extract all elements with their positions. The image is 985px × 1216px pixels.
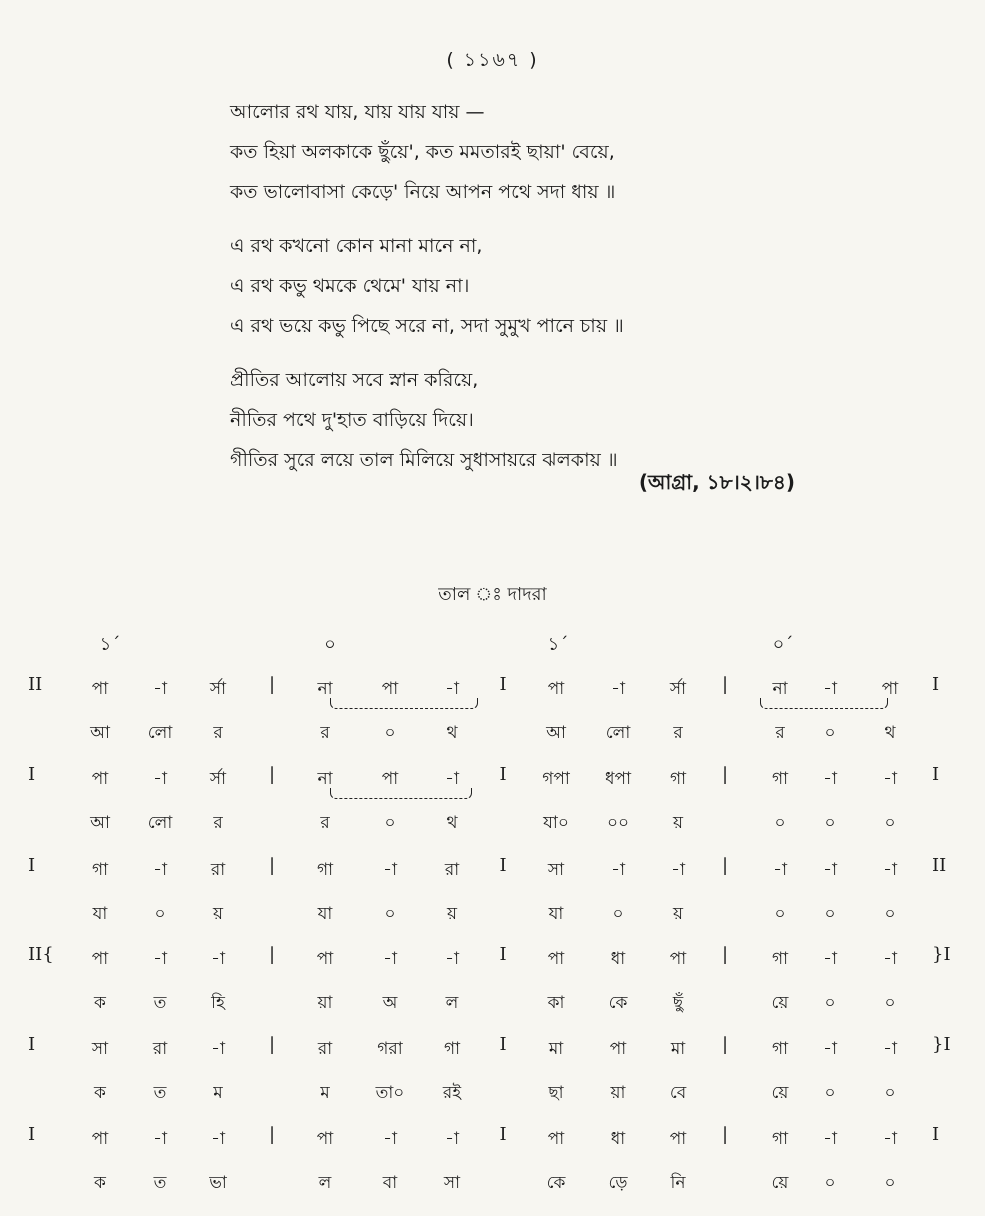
lyric-syllable: য় — [446, 904, 458, 924]
swara-note: রা — [444, 860, 460, 880]
swara-note: গা — [771, 949, 789, 969]
swara-note: -া — [823, 860, 837, 880]
lyric-syllable: নি — [670, 1173, 686, 1193]
lyric-syllable: ০ — [384, 813, 396, 833]
row-start-bar: I — [28, 1124, 36, 1145]
lyric-syllable: য়ে — [771, 993, 789, 1013]
swara-note: পা — [381, 679, 399, 699]
swara-note: রা — [152, 1039, 168, 1059]
swara-note: মা — [548, 1039, 564, 1059]
swara-note: -া — [211, 1129, 225, 1149]
lyric-syllable: য় — [672, 813, 684, 833]
lyric-syllable: ত — [153, 993, 167, 1013]
swara-note: -া — [211, 1039, 225, 1059]
swara-note: মা — [670, 1039, 686, 1059]
poem-line: কত হিয়া অলকাকে ছুঁয়ে', কত মমতারই ছায়া' বেয়ে, — [230, 141, 615, 163]
swara-note: গপা — [542, 769, 570, 789]
lyric-syllable: ছা — [548, 1083, 564, 1103]
swara-note: -া — [883, 860, 897, 880]
row-end-bar: I — [932, 764, 940, 785]
swara-note: পা — [91, 949, 109, 969]
swara-note: গা — [316, 860, 334, 880]
lyric-syllable: ০ — [884, 993, 896, 1013]
swara-note: পা — [547, 679, 565, 699]
poem-line: এ রথ কখনো কোন মানা মানে না, — [230, 235, 483, 257]
lyric-syllable: রই — [442, 1083, 462, 1103]
swara-note: পা — [881, 679, 899, 699]
swara-note: রা — [210, 860, 226, 880]
swara-note: না — [317, 769, 333, 789]
lyric-syllable: ০ — [824, 1083, 836, 1103]
swara-note: পা — [91, 1129, 109, 1149]
swara-note: রা — [317, 1039, 333, 1059]
lyric-syllable: ০ — [824, 723, 836, 743]
swara-note: -া — [823, 949, 837, 969]
row-start-bar: I — [28, 764, 36, 785]
swara-note: ধা — [610, 1129, 626, 1149]
swara-note: -া — [823, 769, 837, 789]
lyric-syllable: ভা — [209, 1173, 227, 1193]
lyric-syllable: য়ে — [771, 1173, 789, 1193]
swara-note: পা — [91, 679, 109, 699]
lyric-syllable: ল — [318, 1173, 332, 1193]
row-end-bar: }I — [932, 1034, 951, 1055]
lyric-syllable: র — [320, 813, 330, 833]
lyric-syllable: আ — [90, 723, 110, 743]
swara-note: -া — [153, 949, 167, 969]
lyric-syllable: যা০ — [543, 813, 569, 833]
lyric-syllable: লো — [147, 723, 173, 743]
lyric-syllable: ক — [94, 1083, 106, 1103]
swara-note: পা — [609, 1039, 627, 1059]
swara-note: গা — [443, 1039, 461, 1059]
beat-separator: | — [721, 855, 729, 876]
lyric-syllable: বে — [669, 1083, 687, 1103]
beat-separator: I — [499, 764, 507, 785]
beat-mark: ১´ — [99, 634, 121, 655]
beat-separator: | — [268, 1034, 276, 1055]
beat-separator: I — [499, 855, 507, 876]
lyric-syllable: ০ — [612, 904, 624, 924]
swara-note: গা — [669, 769, 687, 789]
swara-note: র্সা — [669, 679, 687, 699]
lyric-syllable: র — [320, 723, 330, 743]
swara-note: -া — [883, 1129, 897, 1149]
lyric-syllable: হি — [211, 993, 225, 1013]
swara-note: পা — [316, 1129, 334, 1149]
poem-line: গীতির সুরে লয়ে তাল মিলিয়ে সুধাসায়রে ঝলকায় ॥ — [230, 449, 618, 471]
beat-separator: | — [721, 1124, 729, 1145]
row-end-bar: I — [932, 1124, 940, 1145]
swara-note: ধা — [610, 949, 626, 969]
beat-separator: I — [499, 674, 507, 695]
lyric-syllable: ০ — [884, 904, 896, 924]
beat-separator: | — [721, 674, 729, 695]
lyric-syllable: ০ — [824, 904, 836, 924]
lyric-syllable: তা০ — [375, 1083, 405, 1103]
lyric-syllable: যা — [317, 904, 333, 924]
swara-note: না — [317, 679, 333, 699]
swara-note: -া — [445, 679, 459, 699]
beat-separator: | — [721, 1034, 729, 1055]
swara-note: -া — [823, 1039, 837, 1059]
swara-note: -া — [823, 679, 837, 699]
swara-note: -া — [153, 860, 167, 880]
lyric-syllable: সা — [443, 1173, 461, 1193]
poem-line: প্রীতির আলোয় সবে স্নান করিয়ে, — [230, 369, 479, 391]
swara-note: সা — [547, 860, 565, 880]
lyric-syllable: আ — [90, 813, 110, 833]
swara-note: পা — [381, 769, 399, 789]
beat-separator: | — [268, 1124, 276, 1145]
lyric-syllable: ০ — [824, 813, 836, 833]
row-start-bar: II — [28, 674, 43, 695]
swara-note: পা — [669, 949, 687, 969]
beat-separator: I — [499, 944, 507, 965]
swara-note: ধপা — [605, 769, 631, 789]
lyric-syllable: ০ — [154, 904, 166, 924]
swara-note: -া — [445, 769, 459, 789]
page-number: ( ১১৬৭ ) — [446, 49, 539, 71]
swara-note: -া — [211, 949, 225, 969]
swara-note: -া — [383, 1129, 397, 1149]
slur-mark — [330, 698, 478, 709]
swara-note: পা — [547, 1129, 565, 1149]
lyric-syllable: থ — [884, 723, 896, 743]
beat-separator: I — [499, 1124, 507, 1145]
lyric-syllable: ০ — [884, 1083, 896, 1103]
lyric-syllable: র — [213, 813, 223, 833]
lyric-syllable: ০ — [774, 813, 786, 833]
beat-separator: | — [268, 944, 276, 965]
row-end-bar: }I — [932, 944, 951, 965]
beat-separator: I — [499, 1034, 507, 1055]
lyric-syllable: ০ — [384, 904, 396, 924]
swara-note: -া — [611, 679, 625, 699]
lyric-syllable: কা — [547, 993, 565, 1013]
lyric-syllable: কে — [546, 1173, 566, 1193]
poem-line: কত ভালোবাসা কেড়ে' নিয়ে আপন পথে সদা ধায় ॥ — [230, 181, 616, 203]
lyric-syllable: ত — [153, 1083, 167, 1103]
lyric-syllable: ল — [445, 993, 459, 1013]
swara-note: -া — [883, 769, 897, 789]
swara-note: গা — [771, 1039, 789, 1059]
slur-mark — [760, 698, 888, 709]
swara-note: গরা — [377, 1039, 403, 1059]
lyric-syllable: য়া — [610, 1083, 626, 1103]
lyric-syllable: ম — [320, 1083, 330, 1103]
beat-separator: | — [268, 764, 276, 785]
swara-note: -া — [883, 949, 897, 969]
swara-note: পা — [91, 769, 109, 789]
swara-note: পা — [669, 1129, 687, 1149]
poem-line: এ রথ কভু থমকে থেমে' যায় না। — [230, 275, 470, 297]
lyric-syllable: ০ — [884, 1173, 896, 1193]
lyric-syllable: ছুঁ — [672, 993, 684, 1013]
row-start-bar: I — [28, 1034, 36, 1055]
beat-mark: ১´ — [547, 634, 569, 655]
lyric-syllable: লো — [605, 723, 631, 743]
lyric-syllable: য়ে — [771, 1083, 789, 1103]
swara-note: গা — [771, 769, 789, 789]
swara-note: র্সা — [209, 769, 227, 789]
beat-mark: ০´ — [772, 634, 794, 655]
swara-note: না — [772, 679, 788, 699]
taal-title: তাল ঃ দাদরা — [438, 584, 547, 605]
swara-note: -া — [773, 860, 787, 880]
row-start-bar: II{ — [28, 944, 54, 965]
lyric-syllable: র — [775, 723, 785, 743]
lyric-syllable: ০ — [884, 813, 896, 833]
lyric-syllable: র — [213, 723, 223, 743]
swara-note: -া — [383, 860, 397, 880]
swara-note: -া — [445, 1129, 459, 1149]
swara-note: -া — [153, 1129, 167, 1149]
beat-separator: | — [268, 674, 276, 695]
beat-separator: | — [721, 944, 729, 965]
swara-note: র্সা — [209, 679, 227, 699]
swara-note: -া — [611, 860, 625, 880]
swara-note: গা — [771, 1129, 789, 1149]
swara-note: -া — [883, 1039, 897, 1059]
lyric-syllable: য় — [212, 904, 224, 924]
lyric-syllable: র — [673, 723, 683, 743]
lyric-syllable: ম — [213, 1083, 223, 1103]
beat-mark: ০ — [324, 634, 336, 655]
lyric-syllable: ০ — [774, 904, 786, 924]
lyric-syllable: ০ — [824, 1173, 836, 1193]
poem-line: নীতির পথে দু'হাত বাড়িয়ে দিয়ে। — [230, 409, 474, 431]
swara-note: সা — [91, 1039, 109, 1059]
lyric-syllable: যা — [92, 904, 108, 924]
lyric-syllable: লো — [147, 813, 173, 833]
beat-separator: | — [721, 764, 729, 785]
lyric-syllable: য় — [672, 904, 684, 924]
poem-line: এ রথ ভয়ে কভু পিছে সরে না, সদা সুমুখ পানে চায় ॥ — [230, 315, 624, 337]
lyric-syllable: ০০ — [606, 813, 630, 833]
swara-note: পা — [547, 949, 565, 969]
swara-note: -া — [445, 949, 459, 969]
lyric-syllable: ক — [94, 1173, 106, 1193]
citation: (আগ্রা, ১৮।২।৮৪) — [638, 470, 795, 494]
poem-line: আলোর রথ যায়, যায় যায় যায় — — [230, 101, 485, 123]
swara-note: -া — [153, 769, 167, 789]
lyric-syllable: য়া — [317, 993, 333, 1013]
lyric-syllable: ড়ে — [608, 1173, 628, 1193]
lyric-syllable: বা — [382, 1173, 398, 1193]
lyric-syllable: থ — [446, 723, 458, 743]
lyric-syllable: ০ — [384, 723, 396, 743]
beat-separator: | — [268, 855, 276, 876]
row-start-bar: I — [28, 855, 36, 876]
swara-note: গা — [91, 860, 109, 880]
lyric-syllable: আ — [546, 723, 566, 743]
row-end-bar: I — [932, 674, 940, 695]
lyric-syllable: ত — [153, 1173, 167, 1193]
lyric-syllable: থ — [446, 813, 458, 833]
swara-note: -া — [823, 1129, 837, 1149]
swara-note: -া — [383, 949, 397, 969]
lyric-syllable: ক — [94, 993, 106, 1013]
swara-note: পা — [316, 949, 334, 969]
swara-note: -া — [153, 679, 167, 699]
lyric-syllable: অ — [382, 993, 398, 1013]
lyric-syllable: ০ — [824, 993, 836, 1013]
swara-note: -া — [671, 860, 685, 880]
slur-mark — [330, 788, 472, 799]
lyric-syllable: যা — [548, 904, 564, 924]
lyric-syllable: কে — [608, 993, 628, 1013]
row-end-bar: II — [932, 855, 947, 876]
